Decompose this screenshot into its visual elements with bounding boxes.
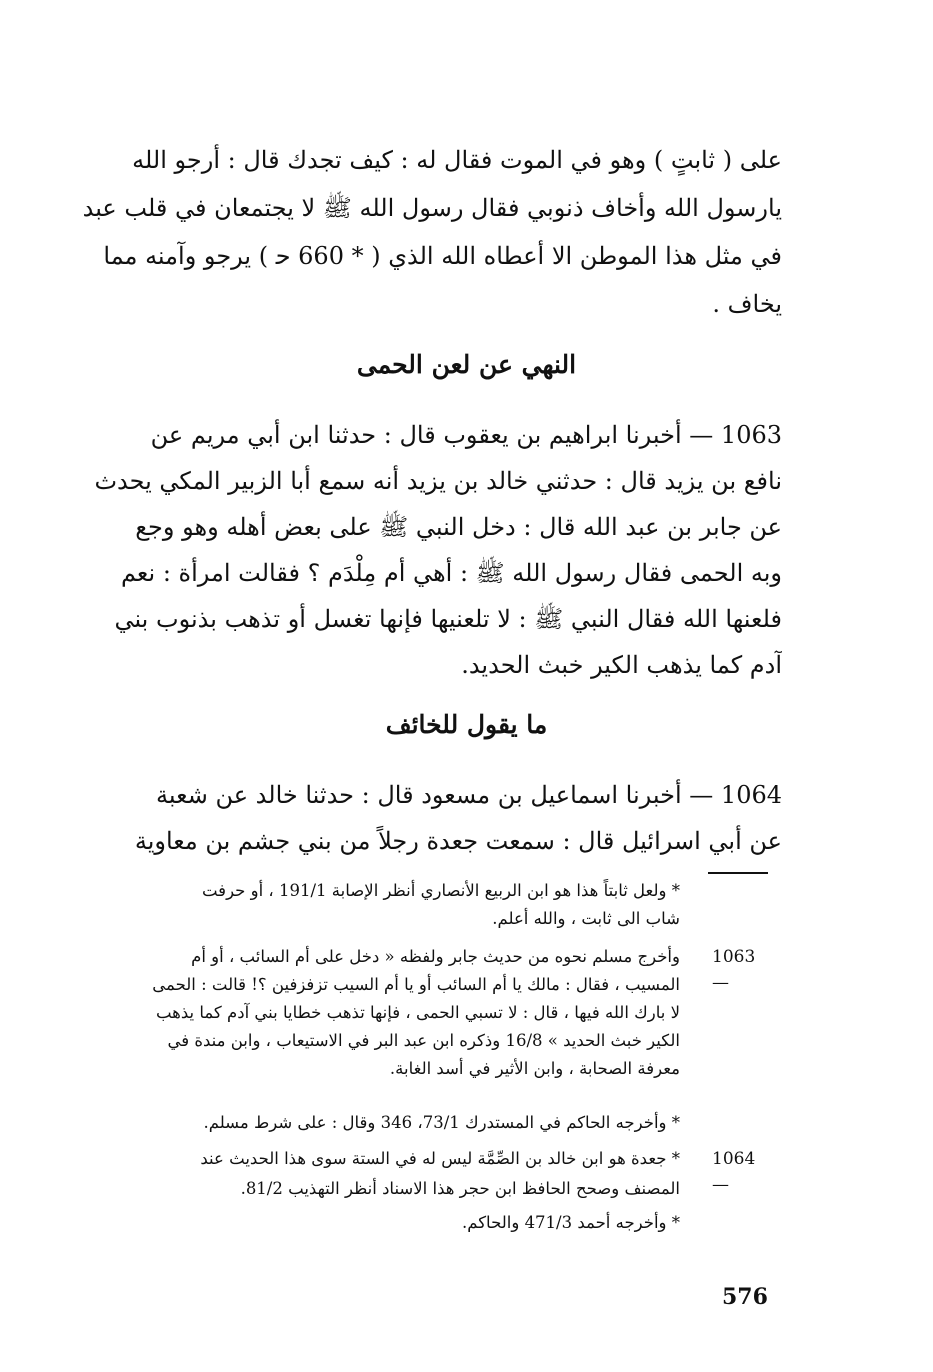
- footnote-line: المصنف وصحح الحافظ ابن حجر هذا الاسناد أنظر التهذيب 81/2.: [240, 1179, 680, 1198]
- footnote-line: لا بارك الله فيها ، قال : لا تسبي الحمى ، فإنها تذهب خطايا بني آدم كما يذهب: [155, 1003, 680, 1022]
- text-line: يارسول الله وأخاف ذنوبي فقال رسول الله ﷺ لا يجتمعان في قلب عبد: [82, 194, 782, 222]
- text-line: فلعنها الله فقال النبي ﷺ : لا تلعنيها فإنها تغسل أو تذهب بذنوب بني: [114, 605, 782, 633]
- footnote-line: وأخرج مسلم نحوه من حديث جابر ولفظه « دخل على أم السائب ، أو أم: [191, 947, 680, 966]
- footnote-line: * ولعل ثابتاً هذا هو ابن الربيع الأنصاري أنظر الإصابة 191/1 ، أو حرفت: [201, 881, 680, 900]
- text-line: على ( ثابتٍ ) وهو في الموت فقال له : كيف تجدك قال : أرجو الله: [132, 146, 782, 174]
- text-line: نافع بن يزيد قال : حدثني خالد بن يزيد أنه سمع أبا الزبير المكي يحدث: [94, 467, 782, 495]
- footnote-line: الكير خبث الحديد » 16/8 وذكره ابن عبد البر في الاستيعاب ، وابن مندة في: [167, 1031, 680, 1050]
- section-heading-fever: النهي عن لعن الحمى: [356, 350, 577, 379]
- section-heading-fearful: ما يقول للخائف: [385, 710, 548, 739]
- text-line: يخاف .: [712, 290, 782, 318]
- text-line: عن أبي اسرائيل قال : سمعت جعدة رجلاً من بني جشم بن معاوية: [134, 827, 782, 855]
- footnote-separator: [708, 872, 768, 874]
- footnote-line: معرفة الصحابة ، وابن الأثير في أسد الغابة.: [389, 1059, 680, 1078]
- text-line: آدم كما يذهب الكير خبث الحديد.: [461, 651, 782, 679]
- footnote-line: شاب الى ثابت ، والله أعلم.: [492, 909, 680, 928]
- footnote-number-1063: 1063 —: [712, 947, 756, 993]
- footnote-number-1064: 1064 —: [712, 1149, 756, 1195]
- text-line: وبه الحمى فقال رسول الله ﷺ : أهي أم مِلْدَم ؟ فقالت امرأة : نعم: [120, 559, 782, 587]
- text-line: 1064 — أخبرنا اسماعيل بن مسعود قال : حدثنا خالد عن شعبة: [156, 781, 782, 809]
- footnote-line: * وأخرجه الحاكم في المستدرك 73/1، 346 وقال : على شرط مسلم.: [203, 1113, 680, 1132]
- text-line: عن جابر بن عبد الله قال : دخل النبي ﷺ على بعض أهله وهو وجع: [135, 513, 782, 541]
- footnote-line: المسيب ، فقال : مالك يا أم السائب أو يا أم السيب تزفزفين ؟! قالت : الحمى: [152, 975, 680, 994]
- footnote-line: * وأخرجه أحمد 471/3 والحاكم.: [461, 1213, 680, 1232]
- page-number: 576: [722, 1284, 768, 1310]
- text-line: في مثل هذا الموطن الا أعطاه الله الذي ( * 660 ﺣ ) يرجو وآمنه مما: [103, 242, 782, 270]
- text-line: 1063 — أخبرنا ابراهيم بن يعقوب قال : حدثنا ابن أبي مريم عن: [150, 421, 782, 449]
- footnote-line: * جعدة هو ابن خالد بن الصِّمَّة ليس له في الستة سوى هذا الحديث عند: [200, 1149, 680, 1168]
